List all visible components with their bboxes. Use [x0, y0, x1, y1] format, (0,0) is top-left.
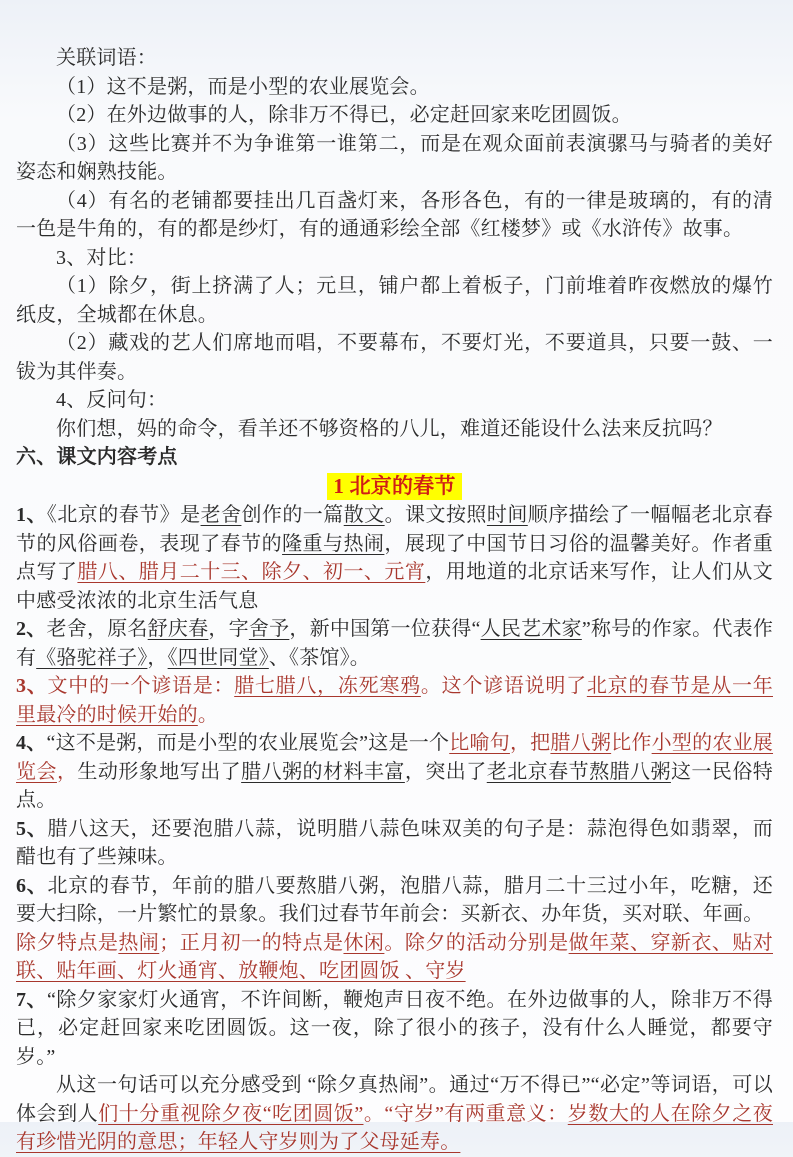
point-4 [16, 729, 773, 815]
text-segment: （1）除夕，街上挤满了人；元旦，铺户都上着板子，门前堆着昨夜燃放的爆竹纸皮，全城都在休息。 [16, 275, 773, 326]
text-segment: ， [56, 760, 78, 783]
text-segment: 舍予 [248, 618, 290, 640]
text-segment: 。 [363, 1102, 385, 1125]
text-segment: 7、 [16, 988, 47, 1011]
text-segment: 做年菜、穿新衣、贴对联、贴年画、灯火通宵、放鞭炮、吃团圆饭 、守岁 [16, 931, 773, 982]
text-segment: 比作 [611, 732, 652, 754]
text-segment: （2）在外边做事的人，除非万不得已，必定赶回家来吃团圆饭。 [56, 104, 632, 126]
text-segment: 4、 [16, 732, 47, 754]
text-segment: 腊七腊八，冻死寒鸦 [234, 675, 421, 697]
related-words-heading [16, 44, 773, 73]
text-segment: 5、 [16, 817, 48, 840]
text-segment: （2）藏戏的艺人们席地而唱，不要幕布，不要灯光，不要道具，只要一鼓、一钹为其伴奏。 [16, 332, 773, 383]
paragraph [16, 101, 773, 130]
section-six-heading [16, 443, 773, 472]
text-segment: 腊八这天，还要泡腊八蒜，说明腊八蒜色味双美的句子是：蒜泡得色如翡翠，而醋也有了些辣味。 [16, 817, 774, 868]
text-segment: 《骆驼祥子》 [36, 646, 148, 669]
text-segment: 散文 [343, 504, 385, 526]
text-segment: （3）这些比赛并不为争谁第一谁第二，而是在观众面前表演骡马与骑者的美好姿态和娴熟技能。 [16, 132, 773, 183]
point-1 [16, 501, 773, 615]
text-segment: 腊八、腊月二十三、除夕、初一、元宵 [77, 561, 426, 583]
text-segment: 腊八粥的材料丰富 [241, 760, 405, 783]
text-segment: 关联词语： [56, 47, 157, 69]
paragraph [16, 130, 773, 187]
text-segment: 热闹 [118, 931, 160, 954]
text-segment: ，把 [509, 732, 551, 754]
text-segment: 休闲 [343, 931, 385, 954]
contrast-heading [16, 244, 773, 273]
paragraph [16, 415, 773, 444]
text-segment: 比喻句 [449, 732, 510, 754]
text-segment: 从这一句话可以充分感受到 “除夕真热闹”。通过“万不得已”“必定”等词语，可以体会到人 [16, 1074, 773, 1125]
text-segment: 。这个谚语说明了 [420, 675, 587, 697]
text-segment: 腊八粥 [550, 732, 612, 754]
text-segment: ；正月初一的特点是 [159, 931, 344, 954]
text-segment: “这不是粥，而是小型的农业展览会”这是一个 [46, 732, 450, 754]
lesson-title [16, 472, 773, 502]
text-segment: 《四世同堂》 [167, 646, 269, 669]
text-segment: ， [147, 646, 168, 669]
text-segment: 1、 [16, 504, 47, 526]
paragraph [16, 73, 773, 102]
text-segment: 3、 [16, 675, 48, 697]
text-segment: “除夕家家灯火通宵，不许间断，鞭炮声日夜不绝。在外边做事的人，除非万不得已，必定赶回家来吃团圆饭。这一夜，除了很小的孩子，没有什么人睡觉，都要守岁。” [16, 988, 773, 1068]
text-segment: 北京的春节，年前的腊八要熬腊八粥，泡腊八蒜，腊月二十三过小年，吃糖，还要大扫除，一片繁忙的景象。我们过春节年前会：买新衣、办年货，买对联、年画。 [16, 874, 774, 925]
text-segment: 你们想，妈的命令，看羊还不够资格的八儿，难道还能设什么法来反抗吗？ [56, 417, 723, 440]
text-segment: ，用地道的北京话来写作，让人们从文中感受浓浓的北京生活气息 [16, 561, 774, 612]
text-segment: 老舍 [200, 504, 242, 526]
text-segment: ”称号的作家。代表作有 [16, 618, 774, 669]
text-segment: ，新中国第一位获得“ [289, 618, 481, 640]
text-segment: 六、课文内容考点 [16, 446, 178, 468]
text-segment: 人民艺术家 [480, 618, 582, 640]
text-segment: （1）这不是粥，而是小型的农业展览会。 [56, 75, 430, 98]
text-segment: 文中的一个谚语是： [47, 675, 235, 697]
text-segment: 老舍，原名 [46, 618, 148, 640]
text-segment: 。课文按照 [384, 504, 487, 526]
text-segment: 北京的春节是从一年里最冷的时候开始的 [16, 675, 773, 726]
text-segment: “守岁”有两重意义： [384, 1102, 568, 1125]
point-3 [16, 672, 773, 729]
point-2 [16, 615, 773, 672]
paragraph [16, 329, 773, 386]
text-segment: 这一民俗特点。 [16, 760, 773, 811]
text-segment: 。除夕的活动分别是 [384, 931, 569, 954]
paragraph [16, 187, 773, 244]
text-segment: 、《茶馆》。 [268, 646, 371, 669]
paragraph [16, 272, 773, 329]
point-7-analysis [16, 1071, 773, 1157]
text-segment: 。 [197, 703, 219, 726]
rhetorical-question-heading [16, 386, 773, 415]
text-segment: 3、对比： [56, 246, 147, 269]
text-segment: ，展现了中国节日习俗的温馨美好。作者重点写了 [16, 532, 773, 583]
text-segment: 时间 [486, 504, 528, 526]
text-segment: 隆重与热闹 [282, 532, 385, 555]
point-5 [16, 815, 773, 872]
text-segment: 生动形象地写出了 [77, 760, 242, 783]
text-segment: 老北京春节熬腊八粥 [486, 760, 671, 783]
point-6-continued [16, 929, 773, 986]
text-segment: 顺序描绘了一幅幅老北京春节的风俗画卷，表现了春节的 [16, 504, 773, 555]
highlighted-lesson-title-text: 1 北京的春节 [327, 473, 461, 500]
text-segment: ，字 [208, 618, 249, 640]
text-segment: 4、反问句： [56, 389, 168, 411]
text-segment: 们十分重视除夕夜“吃团圆饭” [98, 1102, 364, 1125]
text-segment: 除夕特点是 [16, 931, 119, 954]
text-segment: 6、 [16, 874, 48, 897]
point-6 [16, 872, 773, 929]
text-segment: 小型的农业展览会 [16, 732, 774, 783]
text-segment: （4）有名的老铺都要挂出几百盏灯来，各形各色，有的一律是玻璃的，有的清一色是牛角的，有的都是纱灯，有的通通彩绘全部《红楼梦》或《水浒传》故事。 [16, 189, 773, 240]
text-segment: ，突出了 [404, 760, 487, 783]
text-segment: 2、 [16, 618, 47, 640]
text-segment: 舒庆春 [147, 618, 209, 640]
text-segment: 创作的一篇 [241, 504, 344, 526]
point-7 [16, 986, 773, 1072]
text-segment: 岁数大的人在除夕之夜有珍惜光阴的意思；年轻人守岁则为了父母延寿。 [16, 1102, 773, 1153]
text-segment: 《北京的春节》是 [46, 504, 201, 526]
